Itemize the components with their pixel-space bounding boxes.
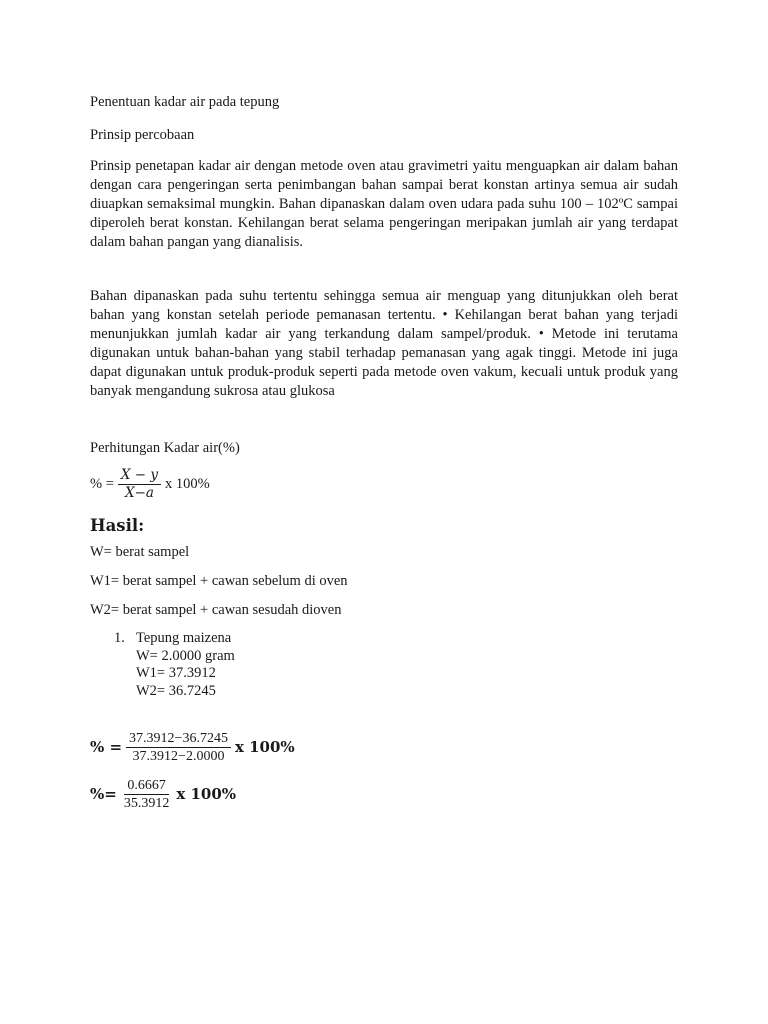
sample-w2: W2= 36.7245	[136, 682, 216, 699]
hasil-heading: Hasil:	[90, 516, 145, 535]
paragraph-metode: Bahan dipanaskan pada suhu tertentu sehingga semua air menguap yang ditunjukkan oleh berat bahan yang konstan setelah periode pemanasan tertentu. • Kehilangan berat bahan yang terjadi menunjukkan jumlah kadar air yang terkandung dalam sampel/produk. • Metode ini terutama digunakan untuk bahan-bahan yang stabil terhadap pemanasan yang agak tinggi. Metode ini juga dapat digunakan untuk produk-produk seperti pada metode oven vakum, kecuali untuk produk yang banyak mengandung sukrosa atau glukosa	[90, 288, 678, 399]
sample-w1: W1= 37.3912	[136, 665, 216, 681]
result1-denominator: 37.3912−2.0000	[132, 749, 225, 764]
result1-lhs: % =	[90, 738, 123, 756]
list-item-values	[136, 648, 678, 701]
result-formula-2	[90, 777, 678, 812]
formula-fraction	[118, 467, 161, 502]
result2-numerator: 0.6667	[124, 777, 169, 795]
result1-fraction	[126, 730, 231, 765]
formula-suffix: x 100%	[165, 476, 210, 492]
result-formula-1	[90, 730, 678, 765]
result2-lhs: %=	[90, 785, 117, 803]
sample-weight: W= 2.0000 gram	[136, 647, 235, 664]
list-item	[114, 630, 678, 648]
list-item-title: Tepung maizena	[136, 630, 232, 646]
prinsip-heading: Prinsip percobaan	[90, 127, 195, 143]
formula-denominator: X−a	[124, 485, 154, 501]
document-title: Penentuan kadar air pada tepung	[90, 94, 280, 110]
list-number: 1.	[114, 630, 125, 646]
result1-suffix: x 100%	[234, 738, 295, 756]
result2-suffix: x 100%	[176, 785, 237, 803]
definition-w1: W1= berat sampel + cawan sebelum di oven	[90, 573, 348, 589]
sample-list	[114, 630, 678, 700]
kadar-air-formula	[90, 467, 678, 502]
formula-numerator: X − y	[118, 467, 161, 485]
result2-fraction	[121, 777, 173, 812]
definition-w: W= berat sampel	[90, 544, 190, 560]
paragraph-prinsip: Prinsip penetapan kadar air dengan metode oven atau gravimetri yaitu menguapkan air dalam bahan dengan cara pengeringan serta penimbangan bahan sampai berat konstan artinya semua air sudah diuapkan semaksimal mungkin. Bahan dipanaskan dalam oven udara pada suhu 100 – 102ºC sampai diperoleh berat konstan. Kehilangan berat selama pengeringan meripakan jumlah air yang terdapat dalam bahan pangan yang dianalisis.	[90, 158, 678, 250]
definition-w2: W2= berat sampel + cawan sesudah dioven	[90, 602, 342, 618]
formula-lhs: % =	[90, 476, 114, 492]
result2-denominator: 35.3912	[123, 796, 170, 811]
perhitungan-heading: Perhitungan Kadar air(%)	[90, 440, 240, 456]
result1-numerator: 37.3912−36.7245	[126, 730, 231, 748]
document-page	[90, 93, 678, 812]
